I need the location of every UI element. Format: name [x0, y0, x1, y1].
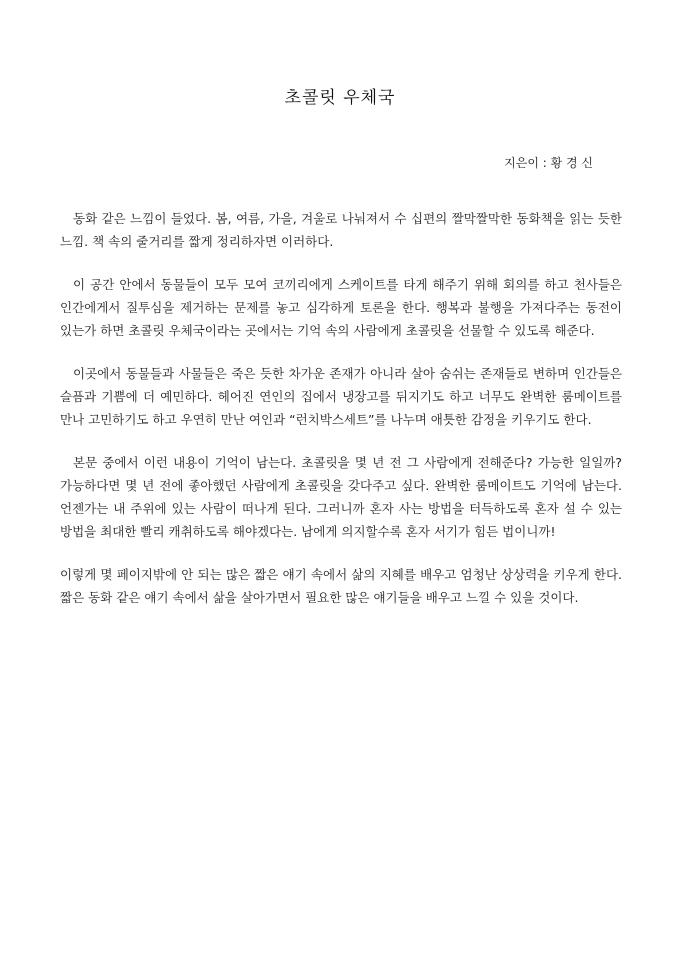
- paragraph-1: 동화 같은 느낌이 들었다. 봄, 여름, 가을, 겨울로 나눠져서 수 십편의 짤막짤막한 동화책을 읽는 듯한 느낌. 책 속의 줄거리를 짧게 정리하자면 이러하다.: [60, 211, 622, 249]
- paragraph-5: 이렇게 몇 페이지밖에 안 되는 많은 짧은 얘기 속에서 삶의 지혜를 배우고 엄청난 상상력을 키우게 한다. 짧은 동화 같은 얘기 속에서 삶을 살아가면서 필요한 많은 얘기들을 배우고 느낄 수 있을 것이다.: [60, 567, 622, 605]
- paragraph-2: 이 공간 안에서 동물들이 모두 모여 코끼리에게 스케이트를 타게 해주기 위해 회의를 하고 천사들은 인간에게서 질투심을 제거하는 문제를 놓고 심각하게 토론을 한다. 행복과 불행을 가져다주는 동전이 있는가 하면 초콜릿 우체국이라는 곳에서는 기억 속의 사람에게 초콜릿을 선물할 수 있도록 해준다.: [60, 277, 622, 338]
- document-body: [60, 207, 622, 629]
- document-title: 초콜릿 우체국: [284, 88, 396, 108]
- paragraph-4: 본문 중에서 이런 내용이 기억이 남는다. 초콜릿을 몇 년 전 그 사람에게 전해준다? 가능한 일일까? 가능하다면 몇 년 전에 좋아했던 사람에게 초콜릿을 갖다주고 싶다. 완벽한 룸메이트도 기억에 남는다. 언젠가는 내 주위에 있는 사람이 떠나게 된다. 그러니까 혼자 사는 방법을 터득하도록 혼자 설 수 있는 방법을 최대한 빨리 캐취하도록 해야겠다는. 남에게 의지할수록 혼자 서기가 힘든 법이니까!: [60, 455, 622, 539]
- author-line: 지은이 : 황 경 신: [504, 156, 593, 170]
- paragraph-3: 이곳에서 동물들과 사물들은 죽은 듯한 차가운 존재가 아니라 살아 숨쉬는 존재들로 변하며 인간들은 슬픔과 기쁨에 더 예민하다. 헤어진 연인의 집에서 냉장고를 뒤지기도 하고 너무도 완벽한 룸메이트를 만나 고민하기도 하고 우연히 만난 여인과 “런치박스세트”를 나누며 애틋한 감정을 키우기도 한다.: [60, 366, 622, 427]
